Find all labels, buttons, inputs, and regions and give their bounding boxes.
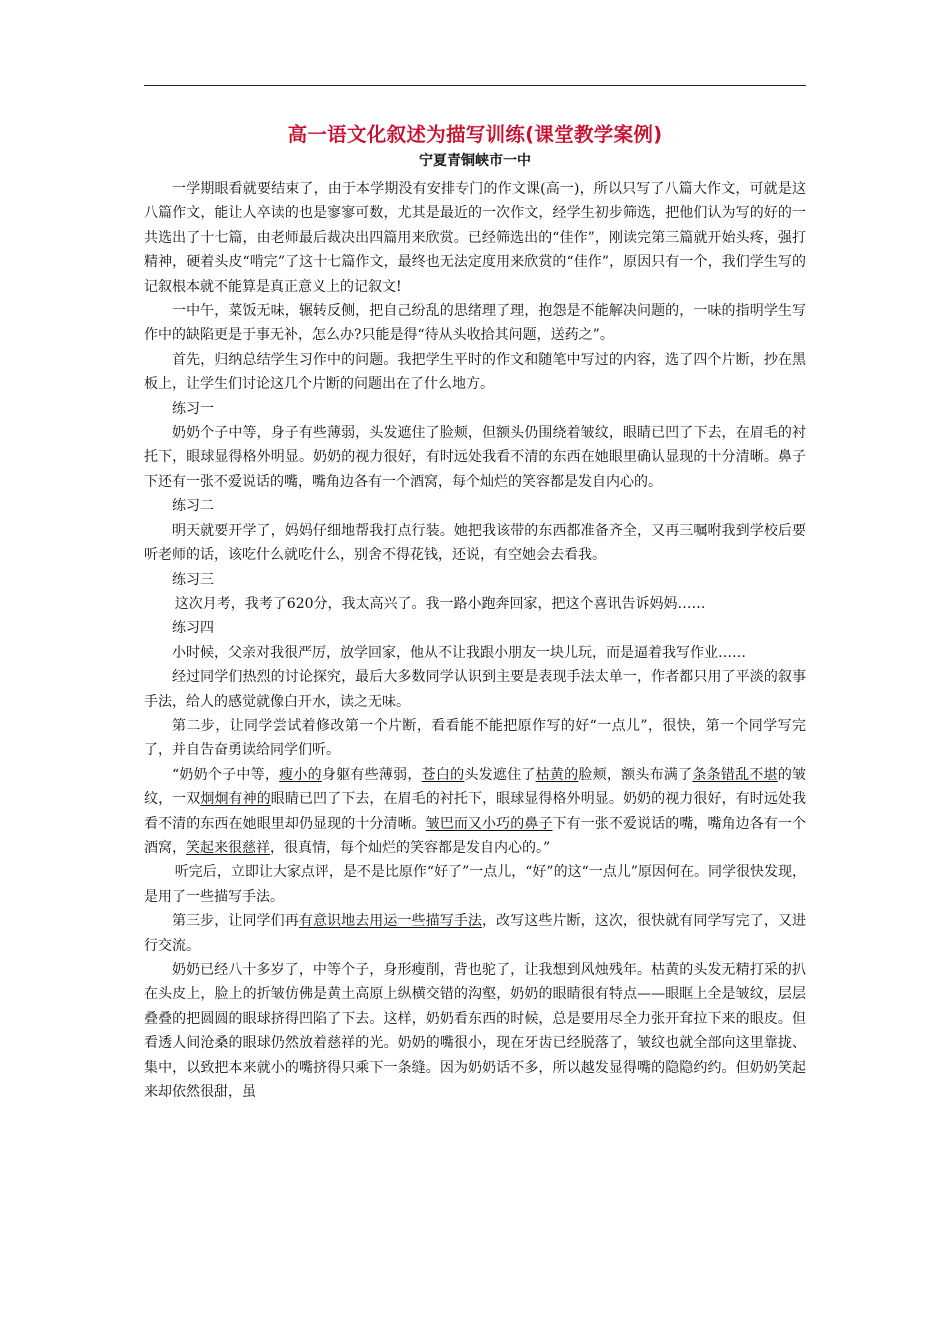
text-run: 一中午，菜饭无味，辗转反侧，把自己纷乱的思绪理了理，抱怨是不能解决问题的，一味的指明学生写作中的缺陷更是于事无补，怎么办?只能是得“待从头收拾其问题，送药之”。 bbox=[144, 303, 806, 344]
underlined-text: 炯炯有神的 bbox=[200, 791, 271, 808]
paragraph bbox=[144, 494, 806, 518]
text-run: 第二步，让同学尝试着修改第一个片断，看看能不能把原作写的好“一点儿”，很快，第一个同学写完了，并自告奋勇读给同学们听。 bbox=[144, 717, 806, 759]
text-run: 小时候，父亲对我很严厉，放学回家，他从不让我跟小朋友一块儿玩，而是逼着我写作业…… bbox=[172, 644, 746, 661]
paragraph bbox=[144, 177, 806, 299]
text-run: 第三步，让同学们再 bbox=[172, 913, 299, 930]
paragraph bbox=[144, 641, 806, 665]
text-run: 练习四 bbox=[172, 620, 214, 637]
paragraph bbox=[144, 958, 806, 1104]
underlined-text: 条条错乱不堪 bbox=[692, 766, 778, 783]
text-run: 明天就要开学了，妈妈仔细地帮我打点行装。她把我该带的东西都准备齐全，又再三嘱咐我到学校后要听老师的话，该吃什么就吃什么，别舍不得花钱，还说，有空她会去看我。 bbox=[144, 522, 806, 564]
text-run: 练习一 bbox=[172, 400, 214, 417]
text-run: 一学期眼看就要结束了，由于本学期没有安排专门的作文课(高一)，所以只写了八篇大作文，可就是这八篇作文，能让人卒读的也是寥寥可数，尤其是最近的一次作文，经学生初步筛选，把他们认为写的好的一共选出了十七篇，由老师最后裁决出四篇用来欣赏。已经筛选出的“佳作”，刚读完第三篇就开始头疼，强打精神，硬着头皮“啃完”了这十七篇作文，最终也无法定度用来欣赏的“佳作”，原因只有一个，我们学生写的记叙根本就不能算是真正意义上的记叙文! bbox=[144, 181, 806, 295]
text-run: 的皱纹，一双 bbox=[144, 766, 807, 808]
text-run: 奶奶个子中等，身子有些薄弱，头发遮住了脸颊，但额头仍围绕着皱纹，眼睛已凹了下去，在眉毛的衬托下，眼球显得格外明显。奶奶的视力很好，有时远处我看不清的东西在她眼里确认显现的十分清晰。鼻子下还有一张不爱说话的嘴，嘴角边各有一个酒窝，每个灿烂的笑容都是发自内心的。 bbox=[144, 425, 806, 490]
paragraph bbox=[144, 763, 806, 861]
paragraph bbox=[144, 397, 806, 421]
text-run: 听完后，立即让大家点评，是不是比原作“好了”一点儿，“好”的这“一点儿”原因何在。同学很快发现，是用了一些描写手法。 bbox=[144, 864, 806, 905]
underlined-text: 皱巴而又小巧的鼻子 bbox=[425, 815, 553, 832]
underlined-text: 枯黄的 bbox=[535, 766, 579, 783]
document-title: 高一语文化叙述为描写训练(课堂教学案例) bbox=[287, 123, 663, 146]
header-rule bbox=[144, 85, 806, 86]
text-run: 下有一张不爱说话的嘴，嘴角边各有一个酒窝， bbox=[144, 815, 807, 856]
text-run: 这次月考，我考了620分，我太高兴了。我一路小跑奔回家，把这个喜讯告诉妈妈…… bbox=[174, 595, 706, 612]
text-run: 首先，归纳总结学生习作中的问题。我把学生平时的作文和随笔中写过的内容，选了四个片断，抄在黑板上，让学生们讨论这几个片断的问题出在了什么地方。 bbox=[144, 351, 806, 393]
paragraph bbox=[144, 860, 806, 909]
text-run: ，改写这些片断，这次，很快就有同学写完了，又进行交流。 bbox=[144, 913, 807, 954]
text-run: 身躯有些薄弱， bbox=[321, 766, 422, 783]
text-run: 眼睛已凹了下去，在眉毛的衬托下，眼球显得格外明显。奶奶的视力很好，有时远处我看不清的东西在她眼里却仍显现的十分清晰。 bbox=[144, 791, 807, 832]
text-run: 练习二 bbox=[172, 498, 214, 515]
paragraph bbox=[144, 348, 806, 397]
text-run: 练习三 bbox=[172, 571, 214, 588]
paragraph bbox=[144, 421, 806, 494]
text-run: 脸颊，额头布满了 bbox=[578, 766, 693, 783]
text-run: 经过同学们热烈的讨论探究，最后大多数同学认识到主要是表现手法太单一，作者都只用了平淡的叙事手法，给人的感觉就像白开水，读之无味。 bbox=[144, 669, 806, 710]
paragraph bbox=[144, 665, 806, 714]
paragraph bbox=[144, 616, 806, 640]
text-run: 头发遮住了 bbox=[464, 766, 536, 783]
paragraph bbox=[144, 299, 806, 348]
paragraph bbox=[144, 519, 806, 568]
text-run: “奶奶个子中等， bbox=[172, 766, 280, 783]
text-run: 奶奶已经八十多岁了，中等个子，身形瘦削，背也驼了，让我想到风烛残年。枯黄的头发无精打采的扒在头皮上，脸上的折皱仿佛是黄土高原上纵横交错的沟壑，奶奶的眼睛很有特点——眼眶上全是皱纹，层层叠叠的把圆圆的眼球挤得凹陷了下去。这样，奶奶看东西的时候，总是要用尽全力张开耷拉下来的眼皮。但看透人间沧桑的眼球仍然放着慈祥的光。奶奶的嘴很小，现在牙齿已经脱落了，皱纹也就全部向这里靠拢、集中，以致把本来就小的嘴挤得只乘下一条缝。因为奶奶话不多，所以越发显得嘴的隐隐约约。但奶奶笑起来却依然很甜，虽 bbox=[144, 962, 806, 1101]
paragraph bbox=[144, 909, 806, 958]
underlined-text: 笑起来很慈祥 bbox=[186, 839, 270, 856]
underlined-text: 瘦小的 bbox=[279, 766, 322, 783]
paragraph bbox=[144, 568, 806, 592]
document-subtitle: 宁夏青铜峡市一中 bbox=[419, 153, 531, 169]
paragraph bbox=[144, 592, 806, 616]
underlined-text: 有意识地去用运一些描写手法 bbox=[298, 913, 483, 930]
text-run: ，很真情，每个灿烂的笑容都是发自内心的。” bbox=[270, 839, 551, 856]
paragraph bbox=[144, 714, 806, 763]
underlined-text: 苍白的 bbox=[421, 766, 465, 783]
document-body bbox=[144, 177, 806, 1104]
